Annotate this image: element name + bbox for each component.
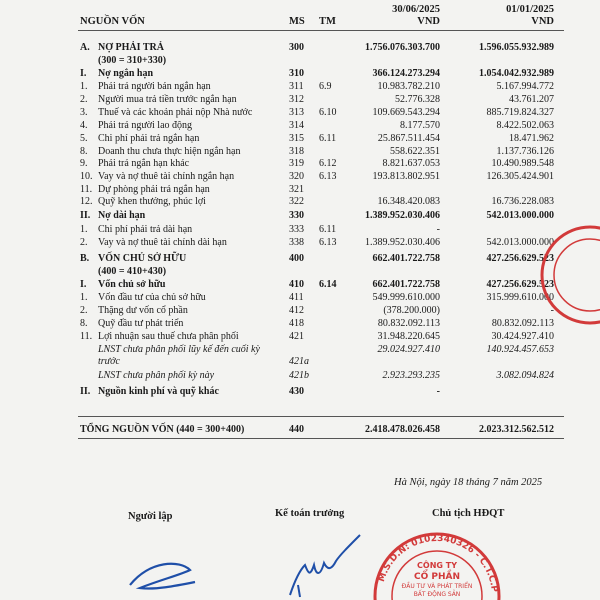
row-value-current: 1.389.952.030.406 xyxy=(365,237,440,248)
row-code: 411 xyxy=(289,292,304,303)
row-value-current: 2.923.293.235 xyxy=(382,370,440,381)
row-value-prior: 43.761.207 xyxy=(509,94,554,105)
row-value-current: 1.389.952.030.406 xyxy=(365,210,440,221)
row-label: Nợ dài hạn xyxy=(98,210,146,221)
row-value-current: 1.756.076.303.700 xyxy=(365,42,440,53)
row-code: 300 xyxy=(289,42,304,53)
row-number: B. xyxy=(80,253,90,264)
row-code: 421 xyxy=(289,331,304,342)
row-label: (400 = 410+430) xyxy=(98,266,167,277)
row-value-prior: 542.013.000.000 xyxy=(486,210,554,221)
row-label: Vốn đầu tư của chủ sở hữu xyxy=(98,292,206,303)
row-value-current: 80.832.092.113 xyxy=(377,318,440,329)
row-value-current: 558.622.351 xyxy=(390,146,440,157)
preparer-signature xyxy=(110,530,210,600)
column-header-unit-prior: VND xyxy=(531,16,554,27)
row-label: Chi phí phải trả dài hạn xyxy=(98,224,193,235)
row-code: 333 xyxy=(289,224,304,235)
row-value-current: 8.177.570 xyxy=(400,120,440,131)
total-rule-bottom xyxy=(78,438,564,439)
row-value-prior: 30.424.927.410 xyxy=(491,331,554,342)
header-rule xyxy=(78,30,564,31)
column-header-tm: TM xyxy=(319,16,336,27)
row-value-current: 662.401.722.758 xyxy=(372,279,440,290)
row-label: Phải trả người lao động xyxy=(98,120,193,131)
row-label: VỐN CHỦ SỞ HỮU xyxy=(98,253,187,264)
signing-date: Hà Nội, ngày 18 tháng 7 năm 2025 xyxy=(394,477,543,488)
row-label: Chi phí phải trả ngắn hạn xyxy=(98,133,200,144)
row-number: 11. xyxy=(80,184,93,195)
row-number: I. xyxy=(80,68,87,79)
row-label: Lợi nhuận sau thuế chưa phân phối xyxy=(98,331,239,342)
row-value-current: 662.401.722.758 xyxy=(372,253,440,264)
row-value-prior: 10.490.989.548 xyxy=(491,158,554,169)
seal-line-1: CÔNG TY xyxy=(417,561,457,570)
row-value-current: 25.867.511.454 xyxy=(377,133,440,144)
row-code: 322 xyxy=(289,196,304,207)
row-value-prior: 315.999.610.000 xyxy=(486,292,554,303)
row-value-current: 109.669.543.294 xyxy=(372,107,440,118)
row-value-prior: 1.596.055.932.989 xyxy=(479,42,554,53)
row-code: 430 xyxy=(289,386,304,397)
row-value-current: 366.124.273.294 xyxy=(372,68,440,79)
row-code: 400 xyxy=(289,253,304,264)
row-code: 319 xyxy=(289,158,304,169)
row-value-current: 52.776.328 xyxy=(395,94,440,105)
row-number: 1. xyxy=(80,224,88,235)
row-label: Nguồn kinh phí và quỹ khác xyxy=(98,386,219,397)
row-number: 3. xyxy=(80,107,88,118)
row-value-current: - xyxy=(436,386,440,397)
column-header-ms: MS xyxy=(289,16,305,27)
row-value-prior: 18.471.962 xyxy=(509,133,554,144)
row-number: 11. xyxy=(80,331,93,342)
row-value-prior: 885.719.824.327 xyxy=(486,107,554,118)
row-number: 8. xyxy=(80,146,88,157)
row-code: 440 xyxy=(289,424,304,435)
row-number: I. xyxy=(80,279,87,290)
row-value-prior: 2.023.312.562.512 xyxy=(479,424,554,435)
row-number: II. xyxy=(80,386,91,397)
row-label: Phải trả ngắn hạn khác xyxy=(98,158,190,169)
row-value-current: 549.999.610.000 xyxy=(372,292,440,303)
row-label: Vốn chủ sở hữu xyxy=(98,279,166,290)
row-value-prior: 140.924.457.653 xyxy=(486,344,554,355)
column-header-source: NGUỒN VỐN xyxy=(80,16,145,27)
row-number: 5. xyxy=(80,133,88,144)
row-code: 310 xyxy=(289,68,304,79)
row-code: 313 xyxy=(289,107,304,118)
column-header-date-prior: 01/01/2025 xyxy=(506,4,554,15)
row-value-prior: 1.137.736.126 xyxy=(496,146,554,157)
row-note: 6.12 xyxy=(319,158,337,169)
row-label: Doanh thu chưa thực hiện ngắn hạn xyxy=(98,146,241,157)
row-value-prior: 1.054.042.932.989 xyxy=(479,68,554,79)
row-number: 1. xyxy=(80,292,88,303)
row-label: NỢ PHẢI TRẢ xyxy=(98,42,164,53)
row-number: 2. xyxy=(80,94,88,105)
row-label: Vay và nợ thuê tài chính dài hạn xyxy=(98,237,227,248)
row-note: 6.14 xyxy=(319,279,337,290)
column-header-unit-current: VND xyxy=(417,16,440,27)
row-code: 315 xyxy=(289,133,304,144)
row-value-prior: - xyxy=(550,305,554,316)
row-value-prior: 3.082.094.824 xyxy=(496,370,554,381)
row-label: TỔNG NGUỒN VỐN (440 = 300+400) xyxy=(80,424,245,435)
row-value-current: - xyxy=(436,224,440,235)
row-code: 421a xyxy=(289,356,309,367)
row-label: Vay và nợ thuê tài chính ngắn hạn xyxy=(98,171,235,182)
row-value-current: 16.348.420.083 xyxy=(377,196,440,207)
row-value-prior: 80.832.092.113 xyxy=(491,318,554,329)
row-code: 412 xyxy=(289,305,304,316)
seal-line-3: ĐẦU TƯ VÀ PHÁT TRIỂN xyxy=(401,583,473,590)
row-number: 2. xyxy=(80,305,88,316)
row-label: LNST chưa phân phối kỳ này xyxy=(98,370,215,381)
row-code: 338 xyxy=(289,237,304,248)
row-code: 314 xyxy=(289,120,304,131)
row-value-current: 29.024.927.410 xyxy=(377,344,440,355)
row-value-prior: 427.256.629.523 xyxy=(486,253,554,264)
row-value-prior: 16.736.228.083 xyxy=(491,196,554,207)
row-label: Quỹ đầu tư phát triển xyxy=(98,318,184,329)
row-value-current: 10.983.782.210 xyxy=(377,81,440,92)
row-number: 10. xyxy=(80,171,93,182)
row-code: 418 xyxy=(289,318,304,329)
chief-accountant-signature xyxy=(270,525,380,600)
row-label: Thặng dư vốn cổ phần xyxy=(98,305,188,316)
row-value-prior: 542.013.000.000 xyxy=(486,237,554,248)
row-code: 321 xyxy=(289,184,304,195)
row-code: 421b xyxy=(289,370,309,381)
chief-accountant-title: Kế toán trưởng xyxy=(275,508,345,519)
row-note: 6.11 xyxy=(319,224,337,235)
row-note: 6.10 xyxy=(319,107,337,118)
row-number: A. xyxy=(80,42,90,53)
row-number: 8. xyxy=(80,318,88,329)
row-number: 1. xyxy=(80,81,88,92)
company-seal xyxy=(372,508,505,600)
row-code: 410 xyxy=(289,279,304,290)
row-code: 330 xyxy=(289,210,304,221)
row-code: 320 xyxy=(289,171,304,182)
row-value-prior: 5.167.994.772 xyxy=(496,81,554,92)
row-number: 12. xyxy=(80,196,93,207)
row-number: 4. xyxy=(80,120,88,131)
chairman-title: Chủ tịch HĐQT xyxy=(432,508,505,519)
row-value-current: 193.813.802.951 xyxy=(372,171,440,182)
row-label: Nợ ngắn hạn xyxy=(98,68,154,79)
row-label: Người mua trả tiền trước ngắn hạn xyxy=(98,94,237,105)
row-value-current: 2.418.478.026.458 xyxy=(365,424,440,435)
total-rule-top xyxy=(78,416,564,417)
row-value-current: (378.200.000) xyxy=(383,305,440,316)
row-value-current: 8.821.637.053 xyxy=(382,158,440,169)
row-label: Dự phòng phải trả ngắn hạn xyxy=(98,184,210,195)
row-note: 6.13 xyxy=(319,171,337,182)
seal-line-4: BẤT ĐỘNG SẢN xyxy=(413,591,461,598)
row-label: Phải trả người bán ngắn hạn xyxy=(98,81,211,92)
row-number: II. xyxy=(80,210,91,221)
row-value-prior: 126.305.424.901 xyxy=(486,171,554,182)
row-code: 318 xyxy=(289,146,304,157)
row-note: 6.11 xyxy=(319,133,337,144)
row-label: LNST chưa phân phối lũy kế đến cuối kỳ xyxy=(98,344,260,355)
row-value-current: 31.948.220.645 xyxy=(377,331,440,342)
partial-company-seal xyxy=(530,220,600,330)
row-note: 6.9 xyxy=(319,81,332,92)
row-value-prior: 427.256.629.523 xyxy=(486,279,554,290)
preparer-title: Người lập xyxy=(128,511,173,522)
row-number: 9. xyxy=(80,158,88,169)
row-note: 6.13 xyxy=(319,237,337,248)
seal-ring-text: M.S.D.N: 0102340326 - C.T.C.P xyxy=(376,533,499,593)
row-code: 311 xyxy=(289,81,304,92)
row-label: Thuế và các khoản phải nộp Nhà nước xyxy=(98,107,253,118)
row-number: 2. xyxy=(80,237,88,248)
row-label: Quỹ khen thưởng, phúc lợi xyxy=(98,196,206,207)
row-code: 312 xyxy=(289,94,304,105)
row-label: trước xyxy=(98,356,120,367)
seal-line-2: CỔ PHẦN xyxy=(413,572,461,582)
column-header-date-current: 30/06/2025 xyxy=(392,4,440,15)
row-label: (300 = 310+330) xyxy=(98,55,167,66)
row-value-prior: 8.422.502.063 xyxy=(496,120,554,131)
